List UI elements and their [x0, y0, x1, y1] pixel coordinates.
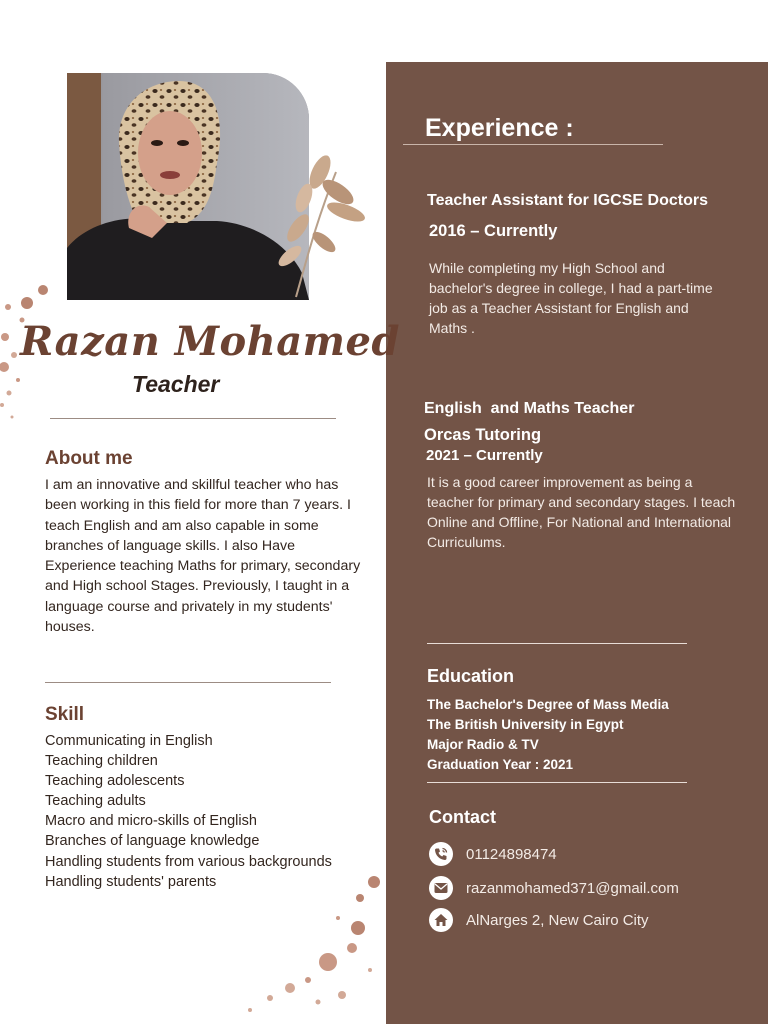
job-description: It is a good career improvement as being a teacher for primary and secondary stages. I teach Online and Offline, For National and International Curriculums. — [427, 474, 736, 550]
email-address: razanmohamed371@gmail.com — [466, 879, 679, 897]
job-organization: Orcas Tutoring — [424, 426, 542, 444]
education-list — [427, 695, 669, 775]
skill-item: Handling students from various backgrounds — [45, 853, 332, 870]
job-title: English and Maths Teacher — [424, 400, 635, 417]
education-line: Graduation Year : 2021 — [427, 757, 574, 772]
person-role: Teacher — [132, 371, 220, 397]
skill-item: Teaching adults — [45, 793, 146, 810]
divider — [45, 682, 331, 683]
skill-heading: Skill — [45, 704, 85, 725]
contact-phone[interactable] — [429, 842, 557, 866]
phone-number: 01124898474 — [466, 845, 557, 863]
address: AlNarges 2, New Cairo City — [466, 911, 649, 929]
contact-heading: Contact — [429, 807, 496, 827]
experience-divider — [403, 144, 663, 145]
skill-item: Branches of language knowledge — [45, 833, 260, 850]
home-icon — [429, 908, 453, 932]
contact-email[interactable] — [429, 876, 679, 900]
splatter-bottom — [230, 870, 386, 1020]
experience-heading: Experience : — [425, 114, 574, 142]
skill-item: Handling students' parents — [45, 873, 217, 890]
education-line: Major Radio & TV — [427, 737, 539, 752]
job-description: While completing my High School and bachelor's degree in college, I had a part-time job as a Teacher Assistant for English and Maths . — [429, 260, 713, 336]
skill-item: Communicating in English — [45, 733, 213, 749]
phone-icon — [429, 842, 453, 866]
divider — [427, 782, 687, 783]
job-title: Teacher Assistant for IGCSE Doctors — [427, 192, 708, 209]
about-heading: About me — [45, 448, 133, 469]
education-line: The Bachelor's Degree of Mass Media — [427, 697, 669, 712]
skill-item: Teaching adolescents — [45, 773, 185, 790]
divider — [427, 643, 687, 644]
contact-address[interactable] — [429, 908, 649, 932]
skill-list — [45, 731, 332, 892]
leaf-decoration — [266, 152, 376, 302]
skill-item: Macro and micro-skills of English — [45, 813, 257, 830]
person-name: Razan Mohamed — [20, 318, 400, 365]
education-heading: Education — [427, 666, 515, 686]
skill-item: Teaching children — [45, 753, 158, 770]
divider — [50, 418, 336, 419]
experience-panel — [386, 62, 768, 1024]
education-line: The British University in Egypt — [427, 717, 624, 732]
mail-icon — [429, 876, 453, 900]
about-text: I am an innovative and skillful teacher who has been working in this field for more than 7 years. I teach English and am also capable in some branches of language skills. I also Have Experience teaching Maths for primary, secondary and High school Stages. Previously, I taught in a language course and privately in my students' houses. — [45, 477, 361, 636]
job-date: 2021 – Currently — [426, 447, 543, 464]
job-date: 2016 – Currently — [429, 222, 558, 240]
